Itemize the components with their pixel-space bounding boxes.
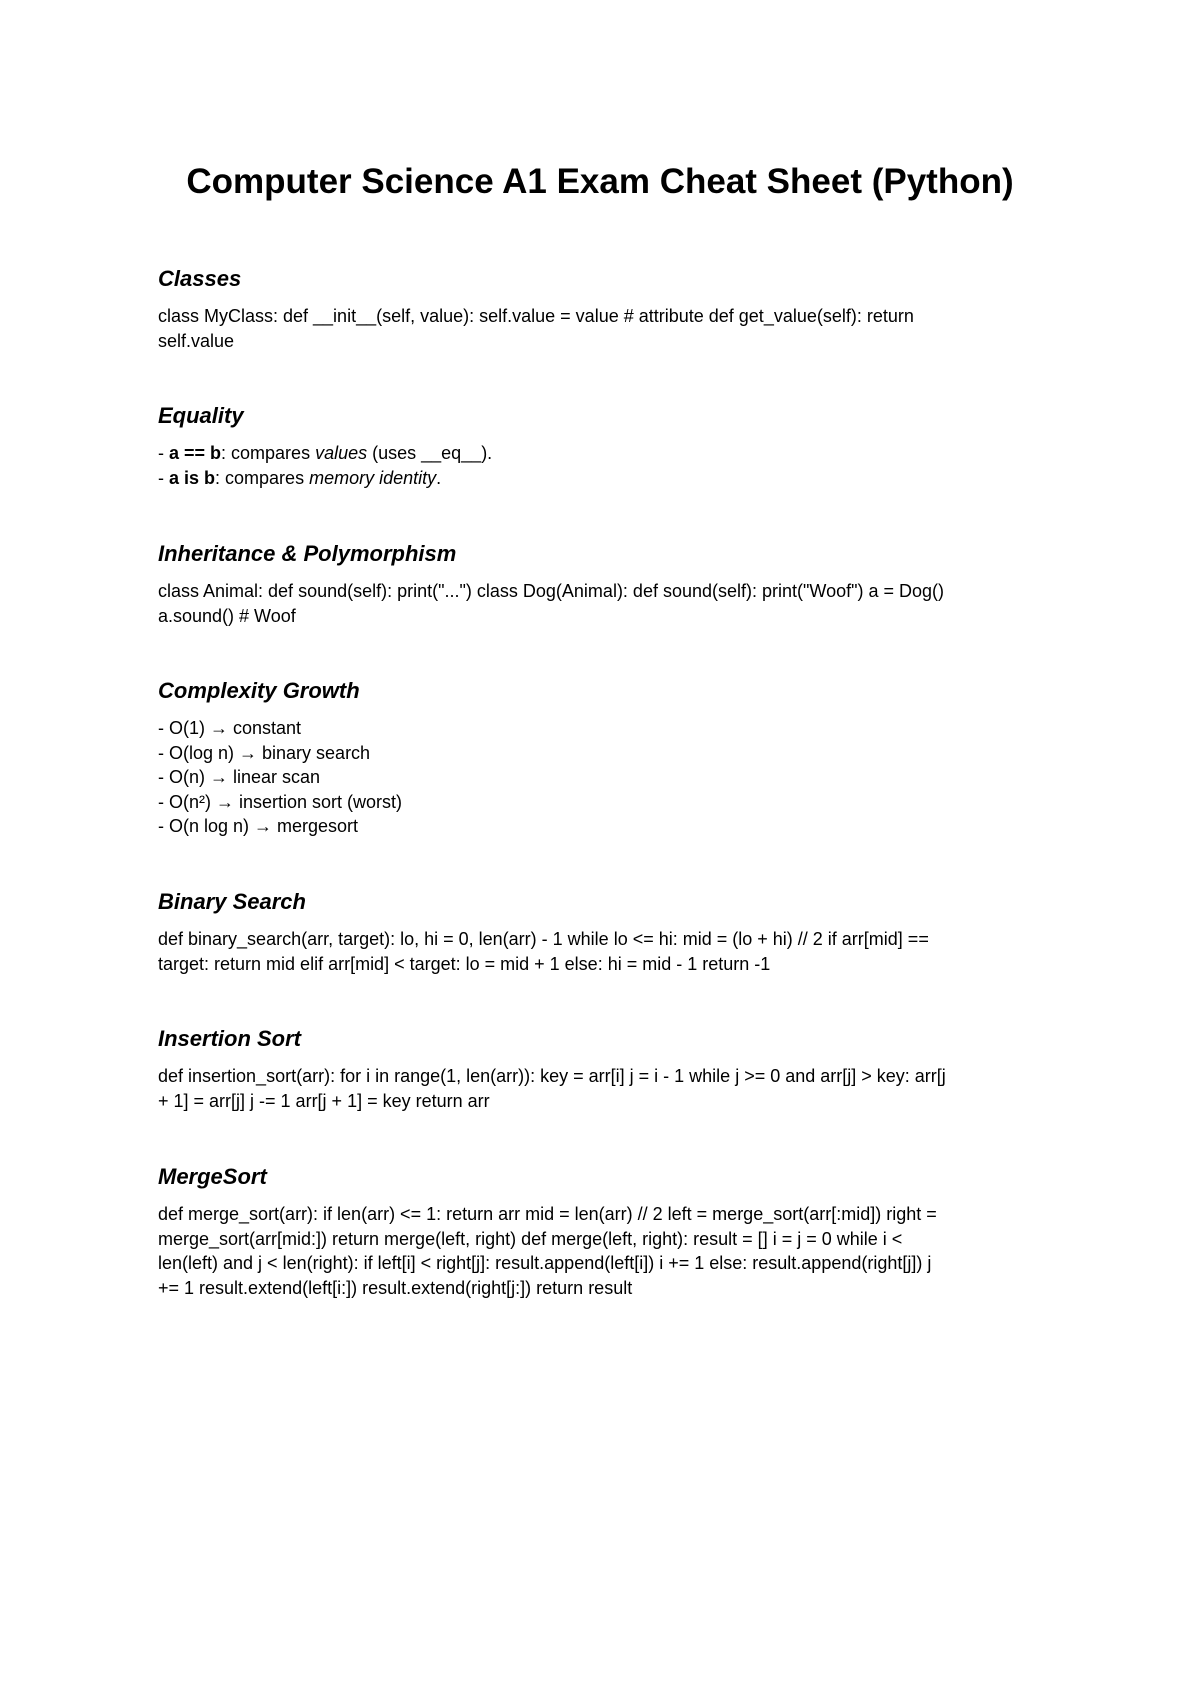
- code-line: class MyClass: def __init__(self, value): self.value = value # attribute def get_value(self): return: [158, 306, 914, 326]
- section-body-mergesort: [158, 1202, 1058, 1300]
- page-title: Computer Science A1 Exam Cheat Sheet (Python): [186, 162, 1014, 201]
- item-text: : compares: [215, 467, 310, 488]
- code-line: target: return mid elif arr[mid] < target: lo = mid + 1 else: hi = mid - 1 return -1: [158, 953, 771, 974]
- code-line: def merge_sort(arr): if len(arr) <= 1: return arr mid = len(arr) // 2 left = merge_sort(arr[:mid]) right =: [158, 1204, 937, 1224]
- italic-term: values: [315, 443, 368, 463]
- list-dash: -: [158, 467, 169, 488]
- section-inheritance: [158, 539, 1058, 628]
- item-text: .: [436, 467, 442, 488]
- italic-term: memory identity: [309, 467, 437, 488]
- document-page: [158, 158, 1058, 1298]
- section-heading-mergesort: MergeSort: [158, 1164, 267, 1189]
- section-classes: [158, 264, 1058, 353]
- section-body-classes: [158, 304, 1058, 353]
- code-line: + 1] = arr[j] j -= 1 arr[j + 1] = key return arr: [158, 1090, 490, 1111]
- section-body-insertion-sort: [158, 1064, 1058, 1113]
- section-heading-inheritance: Inheritance & Polymorphism: [158, 541, 457, 566]
- list-dash: -: [158, 443, 169, 463]
- equality-item: [158, 466, 1058, 491]
- code-line: class Animal: def sound(self): print("...") class Dog(Animal): def sound(self): print("Woof") a = Dog(): [158, 581, 945, 601]
- section-heading-binary-search: Binary Search: [158, 889, 306, 914]
- section-body-complexity: [158, 716, 1058, 839]
- section-equality: [158, 401, 1058, 490]
- section-mergesort: [158, 1162, 1058, 1300]
- code-line: += 1 result.extend(left[i:]) result.extend(right[j:]) return result: [158, 1277, 633, 1298]
- list-item: - O(log n) → binary search: [158, 742, 371, 763]
- bold-term: a is b: [169, 467, 216, 488]
- list-item: - O(n) → linear scan: [158, 767, 321, 787]
- code-line: a.sound() # Woof: [158, 605, 296, 626]
- section-heading-insertion-sort: Insertion Sort: [158, 1026, 302, 1051]
- list-item: - O(n log n) → mergesort: [158, 816, 359, 836]
- section-complexity: [158, 676, 1058, 839]
- code-line: merge_sort(arr[mid:]) return merge(left, right) def merge(left, right): result = [] i = j = 0 while i <: [158, 1228, 903, 1249]
- code-line: def insertion_sort(arr): for i in range(1, len(arr)): key = arr[i] j = i - 1 while j >= 0 and arr[j] > key: arr[j: [158, 1066, 946, 1086]
- code-line: len(left) and j < len(right): if left[i] < right[j]: result.append(left[i]) i += 1 else: result.append(right[j]) j: [158, 1253, 932, 1273]
- code-line: self.value: [158, 330, 235, 351]
- equality-item: [158, 441, 1058, 466]
- section-heading-complexity: Complexity Growth: [158, 678, 360, 703]
- section-body-inheritance: [158, 579, 1058, 628]
- section-binary-search: [158, 887, 1058, 976]
- code-line: def binary_search(arr, target): lo, hi = 0, len(arr) - 1 while lo <= hi: mid = (lo + hi) // 2 if arr[mid] ==: [158, 929, 929, 949]
- item-text: : compares: [221, 443, 316, 463]
- section-heading-classes: Classes: [158, 266, 242, 291]
- section-heading-equality: Equality: [158, 403, 244, 428]
- section-insertion-sort: [158, 1024, 1058, 1113]
- section-body-equality: [158, 441, 1058, 490]
- list-item: - O(n²) → insertion sort (worst): [158, 791, 403, 812]
- list-item: - O(1) → constant: [158, 718, 302, 738]
- section-body-binary-search: [158, 927, 1058, 976]
- bold-term: a == b: [169, 443, 222, 463]
- item-text: (uses __eq__).: [367, 443, 493, 463]
